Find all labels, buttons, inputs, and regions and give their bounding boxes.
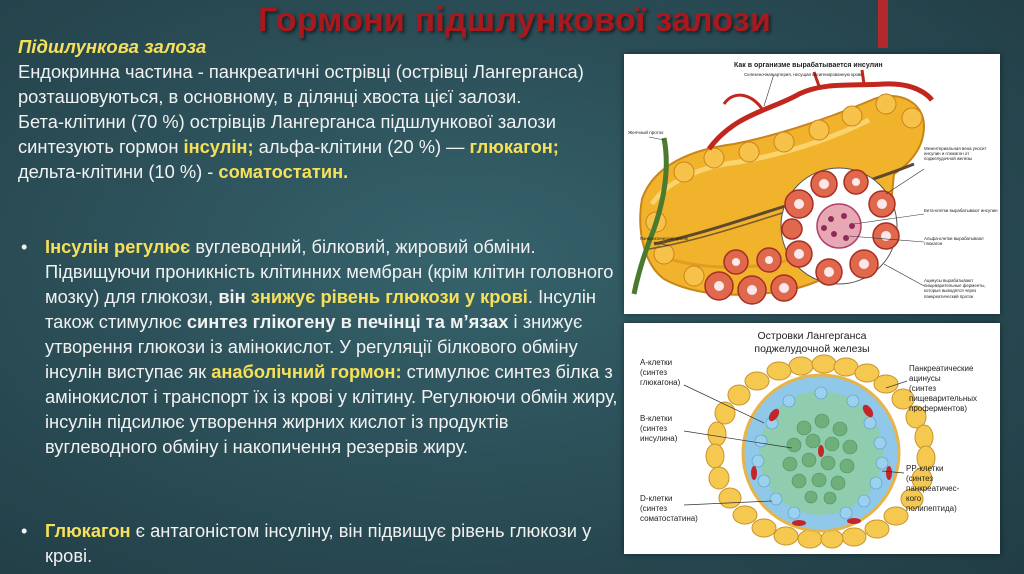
pancreatic-duct-label: Панкреатический проток	[640, 236, 688, 241]
pancreas-diagram	[624, 54, 1000, 314]
a-cells-label-3: глюкагона)	[640, 378, 681, 387]
bullet-icon: •	[21, 236, 28, 257]
b-cells-label-2: (синтез	[640, 424, 668, 433]
figure2-title-1: Островки Лангерганса	[757, 330, 867, 342]
insulin-bullet	[18, 234, 623, 459]
endocrine-paragraph	[18, 59, 618, 109]
list-item	[18, 518, 623, 568]
somatostatin-highlight: соматостатин.	[218, 161, 349, 182]
pp-cells-label-4: кого	[906, 494, 922, 503]
glucagon-bold: Глюкагон	[45, 520, 131, 541]
alpha-cells-label: Альфа-клетки вырабатывают глюкагон	[924, 236, 984, 247]
pp-cells-label-1: РР-клетки	[906, 464, 944, 473]
insulin-text-2: Інсулін також стимулює	[45, 286, 596, 332]
insulin-text-4: стимулює синтез білка з амінокислот і транспорт їх із крові у клітину. Регулюючи обмін жиру, інсулін підсилює утворення жирних кислот із продуктів вуглеводного обміну і накопичення резервів жиру.	[45, 361, 618, 457]
figure1-caption: Как в организме вырабатывается инсулин	[734, 62, 883, 69]
acini-label-5: проферментов)	[909, 404, 968, 413]
period: .	[527, 286, 533, 307]
subheading: Підшлункова залоза	[18, 36, 207, 57]
insulin-highlight: інсулін;	[183, 136, 254, 157]
pp-cells-label-3: панкреатичес-	[906, 484, 960, 493]
list-item	[18, 234, 623, 459]
a-cells-label-1: А-клетки	[640, 358, 673, 367]
insulin-text-3: і знижує утворення глюкози із амінокислот. У регуляції білкового обміну інсулін виступає як	[45, 311, 583, 382]
d-cells-label-2: (синтез	[640, 504, 668, 513]
b-cells-label-3: инсулина)	[640, 434, 678, 443]
a-cells-label-2: (синтез	[640, 368, 668, 377]
beta-cells-text: Бета-клітини (70 %) острівців Лангерганса підшлункової залози синтезують гормон	[18, 111, 556, 157]
anabolic-highlight: анаболічний гормон:	[211, 361, 402, 382]
delta-cells-text: дельта-клітини (10 %) -	[18, 161, 214, 182]
lowers-glucose-highlight: знижує рівень глюкози у крові	[250, 286, 528, 307]
glycogen-bold: синтез глікогену в печінці та м’язах	[186, 311, 509, 332]
endocrine-text: Ендокринна частина - панкреатичні острівці (острівці Лангерганса) розташовуються, в основному, в ділянці хвоста цієї залози.	[18, 61, 584, 107]
d-cells-label-1: D-клетки	[640, 494, 673, 503]
pp-cells-label-5: полипептида)	[906, 504, 957, 513]
figure2-title-2: поджелудочной железы	[754, 343, 870, 355]
acini-label: Ацинусы вырабатывают пищеварительные ферменты, которые выводятся через панкреатический проток	[924, 278, 986, 299]
mesenteric-vein-label: Мезентериальная вена уносит инсулин и глюкагон от поджелудочной железы	[924, 146, 987, 162]
glucagon-bullet	[18, 518, 623, 568]
bullet-icon: •	[21, 520, 28, 541]
acini-label-2: ацинусы	[909, 374, 941, 383]
bile-duct-label: Желчный проток	[628, 130, 664, 135]
b-cells-label-1: В-клетки	[640, 414, 673, 423]
beta-cells-label: Бета-клетки вырабатывают инсулин	[924, 208, 998, 213]
islets-illustration	[624, 323, 1000, 554]
cells-paragraph	[18, 109, 618, 184]
slide-title: Гормони підшлункової залози	[258, 1, 772, 39]
glucagon-text: є антагоністом інсуліну, він підвищує рівень глюкози у крові.	[45, 520, 592, 566]
alpha-cells-text: альфа-клітини (20 %) —	[258, 136, 465, 157]
accent-bar	[878, 0, 888, 48]
splenic-artery-label: Селезеночная артерия, несущая оксигенированную кровь	[744, 72, 863, 77]
insulin-text-1: вуглеводний, білковий, жировий обміни. Підвищуючи проникність клітинних мембран (крім клітин головного мозку) для глюкози,	[45, 236, 614, 307]
acini-label-4: пищеварительных	[909, 394, 978, 403]
glucagon-highlight: глюкагон;	[469, 136, 559, 157]
islets-diagram	[624, 323, 1000, 554]
d-cells-label-3: соматостатина)	[640, 514, 698, 523]
he-bold: він	[218, 286, 246, 307]
pp-cells-label-2: (синтез	[906, 474, 934, 483]
acini-label-3: (синтез	[909, 384, 937, 393]
intro-text	[18, 34, 618, 184]
acini-label-1: Панкреатические	[909, 364, 974, 373]
insulin-regulates-highlight: Інсулін регулює	[45, 236, 191, 257]
pancreas-illustration	[624, 54, 1000, 314]
